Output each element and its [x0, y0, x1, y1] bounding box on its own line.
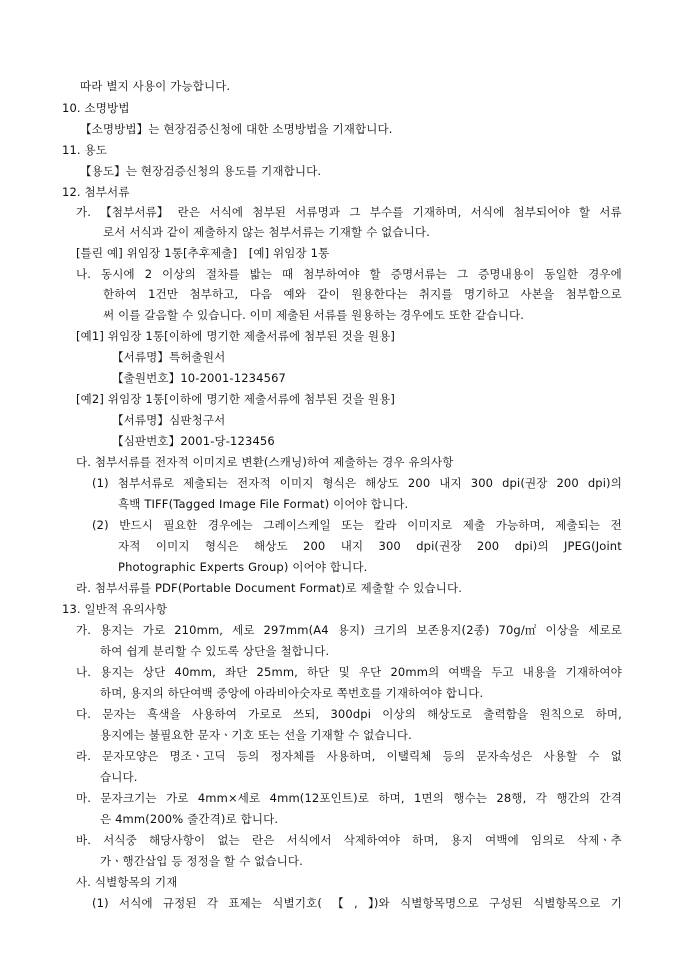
text-line: [예2] 위임장 1통[이하에 명기한 제출서류에 첨부된 것을 원용] — [76, 392, 396, 406]
text-line: 써 이를 갈음할 수 있습니다. 이미 제출된 서류를 원용하는 경우에도 또한 같습니다. — [103, 308, 525, 322]
word: 서식에 — [470, 205, 505, 219]
word: 그레이스케일 — [263, 518, 331, 532]
word: 예와 — [283, 287, 307, 301]
word: 크기의 — [373, 623, 408, 637]
justified-line — [76, 748, 622, 764]
word: 식별항목명으로 — [400, 896, 479, 910]
text-line: 사. 식별항목의 기재 — [76, 875, 178, 889]
word: 증명서류는 — [390, 267, 447, 281]
word: 제출 — [462, 518, 486, 532]
word: 형식은 — [204, 539, 239, 553]
word: 자적 — [118, 539, 141, 553]
text-line: 로서 서식과 같이 제출하지 않는 첨부서류는 기재할 수 없습니다. — [103, 225, 430, 239]
word: 제출되는 — [182, 476, 228, 490]
word: 각 — [206, 896, 219, 910]
word: 다. — [76, 707, 92, 721]
word: 이탤릭체 — [386, 749, 432, 763]
word: 절차를 — [205, 267, 240, 281]
word: 가능하며, — [495, 518, 545, 532]
word: 28행, — [496, 791, 527, 805]
word: 그 — [349, 205, 361, 219]
text-line: 【서류명】심판청구서 — [112, 413, 226, 427]
word: 여백을 — [448, 665, 483, 679]
word: 300 — [470, 476, 494, 490]
text-line: 하며, 용지의 하단여백 중앙에 아라비아숫자로 쪽번호를 기재하여야 합니다. — [100, 686, 484, 700]
word: 다음 — [249, 287, 273, 301]
word: 해상도 — [365, 476, 399, 490]
word: 300dpi — [330, 707, 372, 721]
word: 없 — [610, 749, 622, 763]
word: 등의 — [236, 749, 260, 763]
word: 가로 — [166, 791, 189, 805]
text-line: 용지에는 불필요한 문자ㆍ기호 또는 선을 기재할 수 없습니다. — [100, 728, 412, 742]
word: 증명내용이 — [478, 267, 535, 281]
word: 문자는 — [102, 707, 136, 721]
text-line: 【소명방법】는 현장검증신청에 대한 소명방법을 기재합니다. — [80, 122, 393, 136]
justified-line — [76, 790, 622, 806]
word: 200 — [407, 476, 431, 490]
word: 20mm의 — [390, 665, 440, 679]
word: 식별기호( — [272, 896, 322, 910]
word: 용지 — [450, 833, 474, 847]
word: 수 — [588, 749, 600, 763]
word: 식별항목으로 — [532, 896, 601, 910]
word: 70g/㎡ — [498, 623, 537, 637]
word: 기 — [610, 896, 622, 910]
word: 마. — [76, 791, 92, 805]
text-line: 은 4mm(200% 줄간격)로 합니다. — [100, 812, 279, 826]
word: 할 — [369, 267, 381, 281]
word: 쓰되, — [293, 707, 320, 721]
word: 】)와 — [368, 896, 390, 910]
word: 칼라 — [374, 518, 397, 532]
word: 하며, — [595, 707, 622, 721]
word: dpi(권장 — [502, 476, 548, 490]
word: 1건만 — [148, 287, 179, 301]
text-line: 따라 별지 사용이 가능합니다. — [80, 79, 231, 93]
word: dpi)의 — [587, 476, 622, 490]
word: 란은 — [177, 205, 201, 219]
word: 바. — [76, 833, 92, 847]
justified-line — [103, 286, 622, 302]
word: 동시에 — [101, 267, 135, 281]
word: 가로 — [142, 623, 166, 637]
text-line: 흑백 TIFF(Tagged Image File Format) 이어야 합니다. — [118, 497, 409, 511]
word: 4mm×세로 — [197, 791, 261, 805]
word: 나. — [76, 267, 92, 281]
text-line: 【출원번호】10-2001-1234567 — [112, 371, 287, 385]
word: 서식에 — [209, 205, 244, 219]
word: 규정된 — [162, 896, 197, 910]
word: 원용한다는 — [351, 287, 408, 301]
word: 제출되는 — [555, 518, 601, 532]
word: 행간의 — [556, 791, 591, 805]
word: 좌단 — [224, 665, 248, 679]
section-heading: 10. 소명방법 — [62, 101, 130, 115]
word: 때 — [282, 267, 294, 281]
word: 해상도 — [253, 539, 288, 553]
word: 이상의 — [382, 707, 416, 721]
word: 우단 — [358, 665, 382, 679]
word: 200 — [476, 539, 500, 553]
word: 용지는 — [100, 623, 134, 637]
word: 전 — [610, 518, 622, 532]
text-line: 하여 쉽게 분리할 수 있도록 상단을 철합니다. — [100, 644, 330, 658]
word: 구성된 — [489, 896, 523, 910]
word: 세로 — [232, 623, 255, 637]
justified-line — [76, 832, 622, 848]
word: 없는 — [217, 833, 240, 847]
word: 이미지로 — [407, 518, 453, 532]
word: 두고 — [491, 665, 514, 679]
word: 사용하여 — [191, 707, 238, 721]
justified-line — [76, 706, 622, 722]
word: 명조ㆍ고딕 — [169, 749, 226, 763]
word: 가로로 — [248, 707, 282, 721]
word: 경우에는 — [207, 518, 253, 532]
word: 문자속성은 — [476, 749, 533, 763]
word: 첨부서류로 — [117, 476, 174, 490]
justified-line — [92, 517, 622, 533]
word: 한하여 — [103, 287, 137, 301]
word: 나. — [76, 665, 92, 679]
section-heading: 13. 일반적 유의사항 — [62, 602, 168, 616]
word: 서류 — [599, 205, 622, 219]
word: 세로로 — [588, 623, 622, 637]
word: 기재하며, — [412, 205, 462, 219]
text-line: [예1] 위임장 1통[이하에 명기한 제출서류에 첨부된 것을 원용] — [76, 329, 396, 343]
word: 기재하여야 — [565, 665, 622, 679]
text-line: 【심판번호】2001-당-123456 — [112, 434, 275, 448]
word: , — [354, 896, 358, 910]
justified-line — [76, 204, 622, 220]
word: (2) — [92, 518, 109, 532]
word: 할 — [578, 205, 591, 219]
word: 하며, — [412, 833, 439, 847]
section-heading: 12. 첨부서류 — [62, 185, 130, 199]
word: 상단 — [142, 665, 166, 679]
word: 간격 — [599, 791, 622, 805]
word: 첨부된 — [252, 205, 287, 219]
word: 문자모양은 — [102, 749, 159, 763]
word: 해당사항이 — [149, 833, 206, 847]
word: 부수를 — [369, 205, 404, 219]
text-line: 【서류명】특허출원서 — [112, 350, 226, 364]
word: 하며, — [378, 791, 405, 805]
word: 300 — [378, 539, 401, 553]
word: 문자크기는 — [100, 791, 157, 805]
word: 사본을 — [520, 287, 555, 301]
word: 내지 — [340, 539, 364, 553]
section-heading: 11. 용도 — [62, 143, 108, 157]
word: 이상의 — [162, 267, 196, 281]
word: JPEG(Joint — [563, 539, 622, 553]
word: 이미지 — [155, 539, 190, 553]
word: 그 — [456, 267, 469, 281]
text-line: [틀린 예] 위임장 1통[추후제출] [예] 위임장 1통 — [76, 246, 330, 260]
text-line: 가ㆍ행간삽입 등 정정을 할 수 없습니다. — [100, 854, 303, 868]
word: 서식에 — [118, 896, 153, 910]
word: 여백에 — [485, 833, 519, 847]
word: 1면의 — [414, 791, 445, 805]
word: 이미지 — [279, 476, 314, 490]
word: 삭제하여야 — [343, 833, 401, 847]
word: 첨부함으로 — [565, 287, 622, 301]
word: 용지) — [337, 623, 365, 637]
word: 첨부하여야 — [303, 267, 360, 281]
justified-line — [118, 538, 622, 554]
word: 40mm, — [174, 665, 216, 679]
word: 취지를 — [418, 287, 453, 301]
text-line: 【용도】는 현장검증신청의 용도를 기재합니다. — [80, 164, 322, 178]
word: 【 — [332, 896, 344, 910]
word: 흑색을 — [147, 707, 181, 721]
word: 297mm(A4 — [263, 623, 329, 637]
word: 이상을 — [545, 623, 580, 637]
word: (1) — [92, 896, 109, 910]
word: 동일한 — [544, 267, 579, 281]
word: 서식에서 — [286, 833, 332, 847]
word: 표제는 — [228, 896, 263, 910]
word: 25mm, — [256, 665, 298, 679]
justified-line — [92, 895, 622, 911]
word: 해상도로 — [427, 707, 473, 721]
text-line: 다. 첨부서류를 전자적 이미지로 변환(스캐닝)하여 제출하는 경우 유의사항 — [76, 455, 454, 469]
word: 사용할 — [543, 749, 578, 763]
word: 서류명과 — [295, 205, 341, 219]
word: 【첨부서류】 — [100, 205, 169, 219]
justified-line — [76, 266, 622, 282]
word: 같이 — [317, 287, 340, 301]
text-line: Photographic Experts Group) 이어야 합니다. — [118, 560, 368, 574]
word: 200 — [303, 539, 326, 553]
word: 정자체를 — [270, 749, 316, 763]
word: 4mm(12포인트)로 — [269, 791, 370, 805]
word: 명기하고 — [464, 287, 510, 301]
word: 임의로 — [530, 833, 565, 847]
word: 210mm, — [174, 623, 224, 637]
word: 첨부하고, — [189, 287, 239, 301]
word: 또는 — [341, 518, 364, 532]
word: 반드시 — [119, 518, 153, 532]
word: 및 — [338, 665, 350, 679]
text-line: 습니다. — [100, 770, 138, 784]
word: 하단 — [307, 665, 330, 679]
justified-line — [76, 622, 622, 638]
word: 라. — [76, 749, 92, 763]
word: (1) — [92, 476, 109, 490]
word: 각 — [535, 791, 547, 805]
word: 2 — [144, 267, 153, 281]
word: 200 — [556, 476, 579, 490]
word: 란은 — [252, 833, 275, 847]
word: 형식은 — [322, 476, 357, 490]
word: 경우에 — [588, 267, 622, 281]
word: 가. — [76, 205, 92, 219]
text-line: 라. 첨부서류를 PDF(Portable Document Format)로 제출할 수 있습니다. — [76, 581, 463, 595]
justified-line — [76, 664, 622, 680]
word: 사용하며, — [326, 749, 376, 763]
word: 보존용지(2종) — [416, 623, 490, 637]
word: 출력함을 — [483, 707, 529, 721]
word: dpi(권장 — [416, 539, 462, 553]
word: 전자적 — [236, 476, 271, 490]
word: 원칙으로 — [539, 707, 585, 721]
word: 내용을 — [522, 665, 557, 679]
word: 서식중 — [103, 833, 137, 847]
word: 필요한 — [163, 518, 198, 532]
justified-line — [92, 475, 622, 491]
word: 밟는 — [249, 267, 273, 281]
word: 첨부되어야 — [513, 205, 570, 219]
word: 삭제ㆍ추 — [576, 833, 622, 847]
word: 등의 — [442, 749, 466, 763]
word: 행수는 — [453, 791, 488, 805]
word: 내지 — [439, 476, 462, 490]
word: dpi)의 — [514, 539, 549, 553]
word: 가. — [76, 623, 92, 637]
word: 용지는 — [100, 665, 134, 679]
